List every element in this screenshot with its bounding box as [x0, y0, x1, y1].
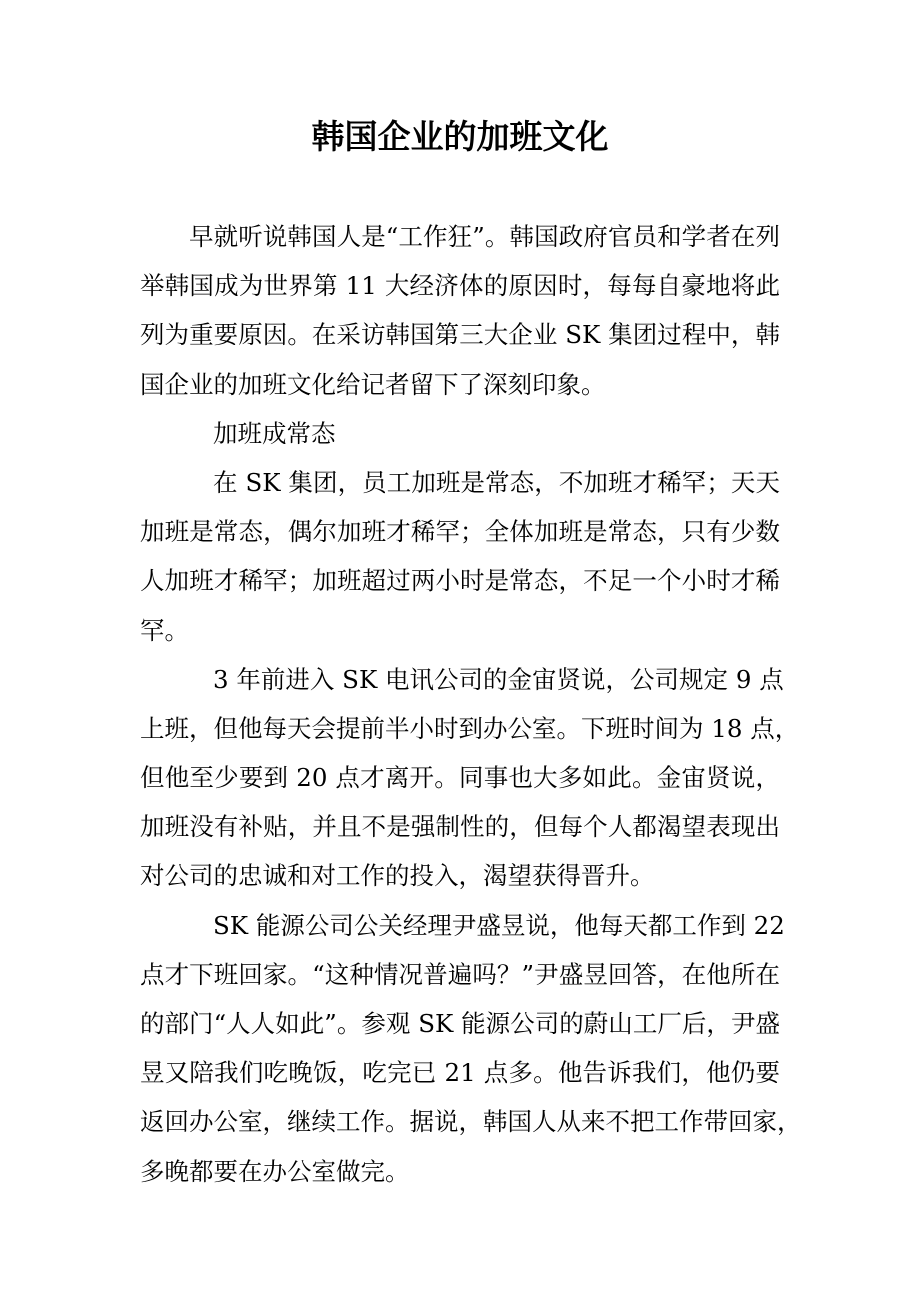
document-body	[140, 212, 802, 1196]
text-line: 的部门“人人如此”。参观 SK 能源公司的蔚山工厂后，尹盛	[140, 1009, 780, 1038]
paragraph-sk-group	[140, 458, 780, 655]
text-line: 在 SK 集团，员工加班是常态，不加班才稀罕；天天	[213, 467, 780, 497]
section-heading	[140, 409, 780, 458]
text-line: 但他至少要到 20 点才离开。同事也大多如此。金宙贤说，	[140, 763, 780, 793]
paragraph-sk-telecom	[140, 655, 800, 901]
subheading-text: 加班成常态	[213, 418, 336, 448]
text-line: 3 年前进入 SK 电讯公司的金宙贤说，公司规定 9 点	[213, 664, 784, 694]
text-line: 国企业的加班文化给记者留下了深刻印象。	[140, 369, 606, 399]
text-line: 举韩国成为世界第 11 大经济体的原因时，每每自豪地将此	[140, 271, 780, 301]
text-line: 点才下班回家。“这种情况普遍吗？”尹盛昱回答，在他所在	[140, 959, 780, 989]
paragraph-intro	[140, 212, 780, 409]
text-line: SK 能源公司公关经理尹盛昱说，他每天都工作到 22	[213, 910, 785, 940]
text-line: 对公司的忠诚和对工作的投入，渴望获得晋升。	[140, 861, 655, 891]
paragraph-sk-energy	[140, 901, 802, 1196]
text-line: 多晚都要在办公室做完。	[140, 1156, 410, 1186]
text-line: 返回办公室，继续工作。据说，韩国人从来不把工作带回家，	[140, 1107, 802, 1137]
text-line: 昱又陪我们吃晚饭，吃完已 21 点多。他告诉我们，他仍要	[140, 1058, 780, 1088]
document-title: 韩国企业的加班文化	[311, 117, 609, 156]
text-line: 早就听说韩国人是“工作狂”。韩国政府官员和学者在列	[189, 222, 780, 251]
text-line: 加班是常态，偶尔加班才稀罕；全体加班是常态，只有少数	[140, 517, 780, 547]
text-line: 加班没有补贴，并且不是强制性的，但每个人都渴望表现出	[140, 812, 780, 842]
text-line: 罕。	[140, 615, 189, 645]
text-line: 上班，但他每天会提前半小时到办公室。下班时间为 18 点，	[140, 713, 800, 743]
text-line: 列为重要原因。在采访韩国第三大企业 SK 集团过程中，韩	[140, 320, 780, 350]
text-line: 人加班才稀罕；加班超过两小时是常态，不足一个小时才稀	[140, 566, 780, 596]
